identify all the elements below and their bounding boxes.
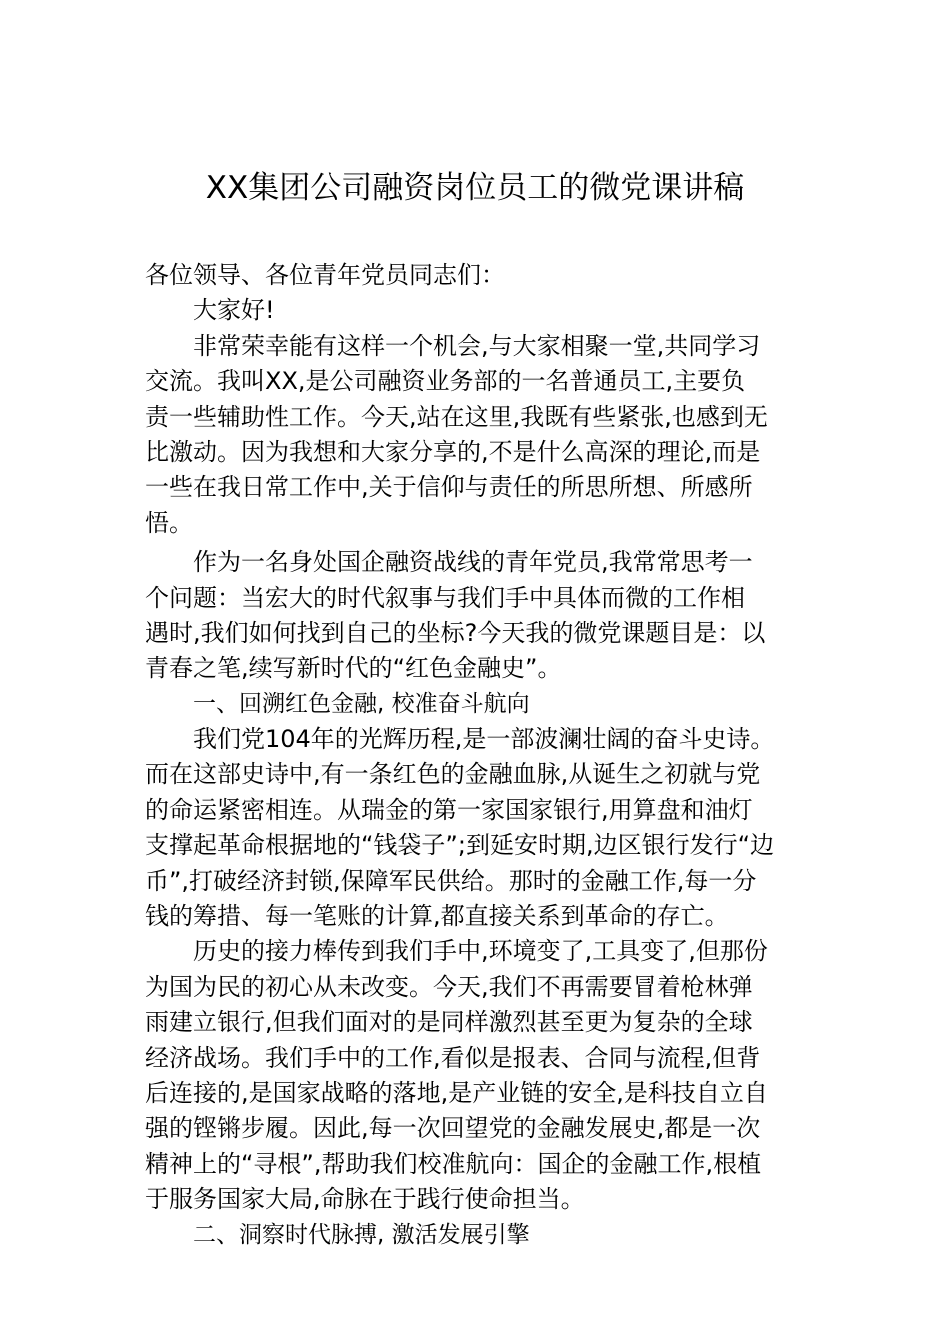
paragraph-line: 个问题：当宏大的时代叙事与我们手中具体而微的工作相 xyxy=(145,583,745,612)
greeting: 大家好! xyxy=(193,296,275,325)
paragraph-line: 强的铿锵步履。因此,每一次回望党的金融发展史,都是一次 xyxy=(145,1114,761,1143)
paragraph-line: 的命运紧密相连。从瑞金的第一家国家银行,用算盘和油灯 xyxy=(145,795,753,824)
paragraph-line: 钱的筹措、每一笔账的计算,都直接关系到革命的存亡。 xyxy=(145,902,729,931)
paragraph-line: 币”,打破经济封锁,保障军民供给。那时的金融工作,每一分 xyxy=(145,866,757,895)
paragraph-line: 后连接的,是国家战略的落地,是产业链的安全,是科技自立自 xyxy=(145,1078,768,1107)
paragraph-line: 为国为民的初心从未改变。今天,我们不再需要冒着枪林弹 xyxy=(145,972,753,1001)
section-heading-2: 二、洞察时代脉搏, 激活发展引擎 xyxy=(193,1221,530,1248)
paragraph-line: 比激动。因为我想和大家分享的,不是什么高深的理论,而是 xyxy=(145,437,761,466)
paragraph-line: 遇时,我们如何找到自己的坐标?今天我的微党课题目是：以 xyxy=(145,618,766,647)
paragraph-line: 责一些辅助性工作。今天,站在这里,我既有些紧张,也感到无 xyxy=(145,402,768,431)
paragraph-line: 青春之笔,续写新时代的“红色金融史”。 xyxy=(145,654,562,683)
paragraph-line: 历史的接力棒传到我们手中,环境变了,工具变了,但那份 xyxy=(193,937,768,966)
paragraph-line: 雨建立银行,但我们面对的是同样激烈甚至更为复杂的全球 xyxy=(145,1008,753,1037)
paragraph-line: 作为一名身处国企融资战线的青年党员,我常常思考一 xyxy=(193,548,753,577)
paragraph-line: 非常荣幸能有这样一个机会,与大家相聚一堂,共同学习 xyxy=(193,331,761,360)
paragraph-line: 经济战场。我们手中的工作,看似是报表、合同与流程,但背 xyxy=(145,1043,761,1072)
document-body xyxy=(145,258,815,1253)
paragraph-line: 一些在我日常工作中,关于信仰与责任的所思所想、所感所 xyxy=(145,473,753,502)
paragraph-line: 精神上的“寻根”,帮助我们校准航向：国企的金融工作,根植 xyxy=(145,1149,762,1178)
paragraph-line: 于服务国家大局,命脉在于践行使命担当。 xyxy=(145,1185,585,1214)
salutation: 各位领导、各位青年党员同志们： xyxy=(145,261,505,289)
paragraph-line: 悟。 xyxy=(145,508,193,537)
paragraph-line: 我们党104年的光辉历程,是一部波澜壮阔的奋斗史诗。 xyxy=(193,725,775,754)
paragraph-line: 交流。我叫XX,是公司融资业务部的一名普通员工,主要负 xyxy=(145,367,746,396)
section-heading-1: 一、回溯红色金融, 校准奋斗航向 xyxy=(193,690,530,717)
paragraph-line: 而在这部史诗中,有一条红色的金融血脉,从诞生之初就与党 xyxy=(145,760,761,789)
document-title: XX集团公司融资岗位员工的微党课讲稿 xyxy=(205,170,745,206)
paragraph-line: 支撑起革命根据地的“钱袋子”;到延安时期,边区银行发行“边 xyxy=(145,831,775,860)
